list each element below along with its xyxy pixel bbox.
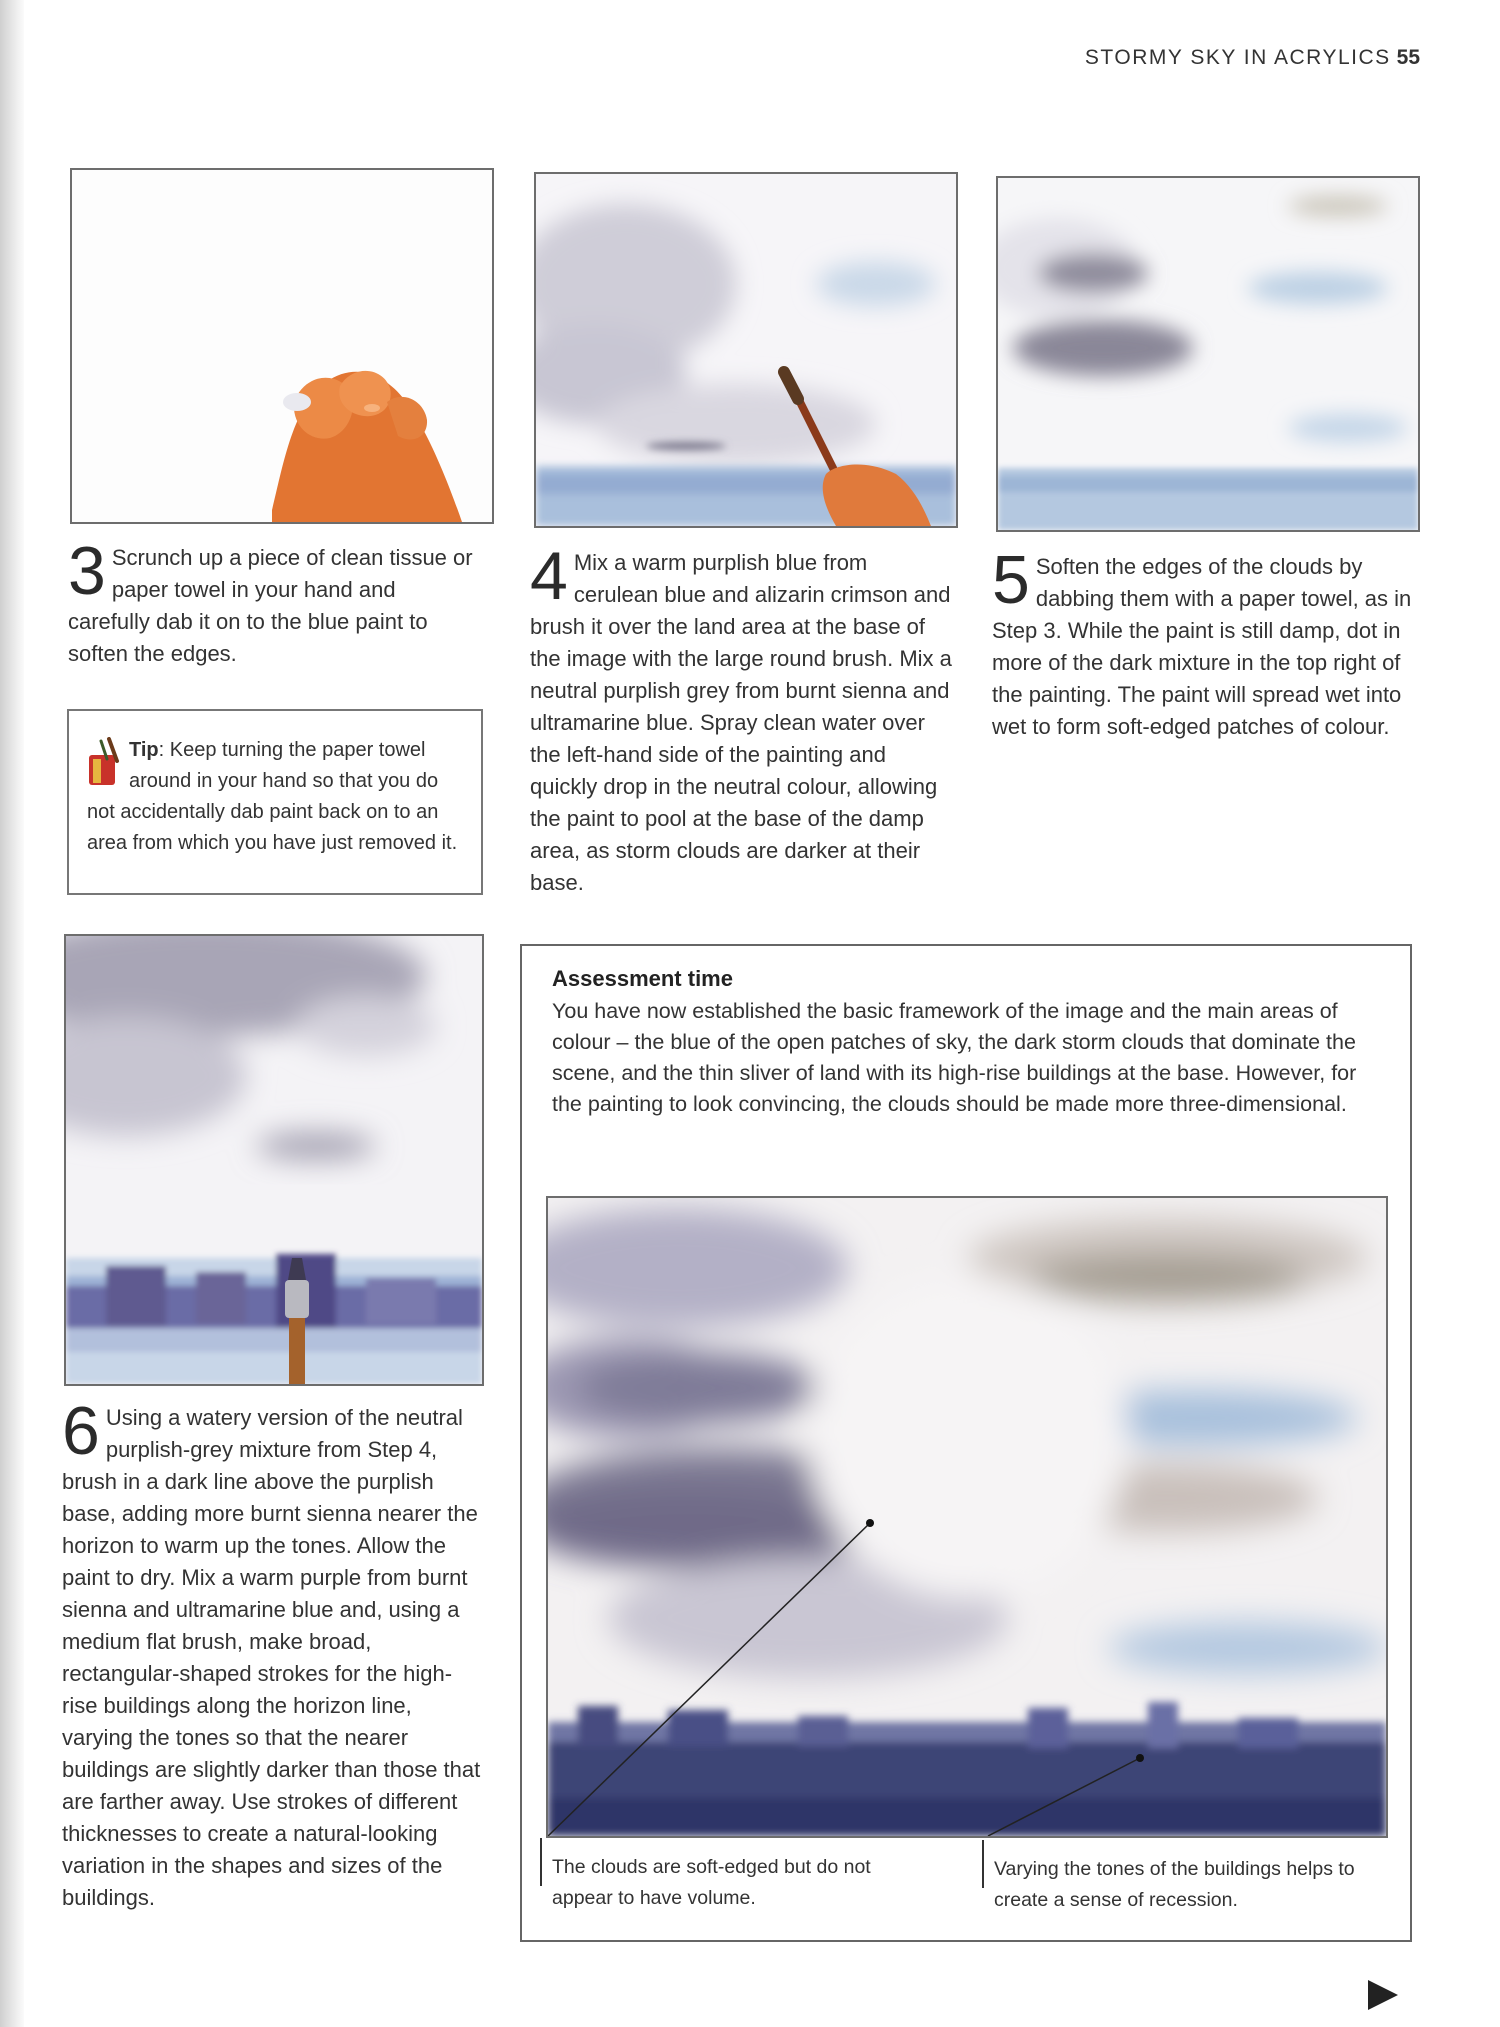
page-gutter [0, 0, 24, 2027]
step-6-image [64, 934, 484, 1386]
step-3-text [68, 533, 478, 670]
step-6-text [62, 1393, 482, 1914]
section-title: STORMY SKY IN ACRYLICS [1084, 46, 1391, 69]
step-5-body: Soften the edges of the clouds by dabbing them with a paper towel, as in Step 3. While the paint is still damp, dot in more of the dark mixture in the top right of the painting. The paint will spread wet into wet to form soft-edged patches of colour. [992, 554, 1412, 739]
step-4-text [530, 538, 954, 899]
page-number: 55 [1396, 46, 1420, 69]
tip-text: : Keep turning the paper towel around in your hand so that you do not accidentally dab paint back on to an area from which you have just removed it. [87, 739, 458, 854]
step-4-image [534, 172, 958, 528]
step-6-body: Using a watery version of the neutral purplish-grey mixture from Step 4, brush in a dark line above the purplish base, adding more burnt sienna nearer the horizon to warm up the tones. Allow the paint to dry. Mix a warm purple from burnt sienna and ultramarine blue and, using a medium flat brush, make broad, rectangular-shaped strokes for the high-rise buildings along the horizon line, varying the tones so that the nearer buildings are slightly darker than those that are farther away. Use strokes of different thicknesses to create a natural-looking variation in the shapes and sizes of the buildings. [62, 1405, 481, 1910]
caption-buildings-text: Varying the tones of the buildings helps to create a sense of recession. [994, 1858, 1355, 1911]
caption-buildings [982, 1854, 1394, 1916]
assessment-text: You have now established the basic framework of the image and the main areas of colour – the blue of the open patches of sky, the dark storm clouds that dominate the scene, and the thin sliver of land with its high-rise buildings at the base. However, for the painting to look convincing, the clouds should be made more three-dimensional. [552, 999, 1357, 1116]
next-page-arrow-icon [1368, 1980, 1398, 2010]
assessment-title: Assessment time [552, 966, 733, 991]
step-3-image [70, 168, 494, 524]
tip-label: Tip [129, 739, 159, 761]
running-header [1040, 46, 1420, 70]
step-4-body: Mix a warm purplish blue from cerulean blue and alizarin crimson and brush it over the land area at the base of the image with the large round brush. Mix a neutral purplish grey from burnt sienna and ultramarine blue. Spray clean water over the left-hand side of the painting and quickly drop in the neutral colour, allowing the paint to pool at the base of the damp area, as storm clouds are darker at their base. [530, 550, 952, 895]
step-3-body: Scrunch up a piece of clean tissue or paper towel in your hand and carefully dab it on to the blue paint to soften the edges. [68, 545, 473, 666]
caption-clouds-text: The clouds are soft-edged but do not appear to have volume. [552, 1856, 871, 1909]
step-5-image [996, 176, 1420, 532]
step-5-number: 5 [992, 542, 1030, 618]
step-5-text [992, 542, 1412, 743]
tip-box [67, 709, 483, 895]
caption-clouds [540, 1852, 912, 1914]
step-4-number: 4 [530, 538, 568, 614]
paintbrush-tip-icon [87, 737, 123, 787]
step-3-number: 3 [68, 533, 106, 609]
assessment-painting [546, 1196, 1388, 1838]
step-6-number: 6 [62, 1393, 100, 1469]
